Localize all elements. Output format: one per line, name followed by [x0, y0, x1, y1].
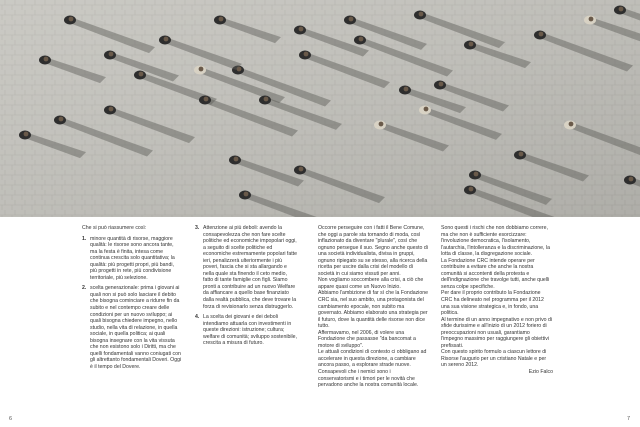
numbered-list-1 [82, 236, 182, 371]
list-text: minore quantità di risorse, maggiore qualità: le risorse sono ancora tante, ma la festa è finita, intesa come continua crescita solo quantitativa; la qualità: più progetti propri, più bandi, più progetti in rete, più condivisione territoriale, più selezione. [90, 235, 175, 281]
paragraph: Occorre perseguire con i fatti il Bene Comune, che oggi a parole sta tornando di moda, così inflazionato da diventare "plurale", così che ognuno persegue il suo. Segno anche questo di una società individualista, divisa in gruppi, ognuno ripiegato su se stesso, alla ricerca della ricetta per uscire dalla crisi del modello di società in cui siamo vissuti per anni. [318, 225, 428, 277]
list-item [82, 285, 182, 370]
list-item [195, 225, 297, 310]
paragraph: Sono questi i rischi che non dobbiamo correre, ma che non è sufficiente esorcizzare: l'involuzione democratica, l'isolamento, l'autarchia, l'intolleranza e la discriminazione, la lotta di classe, la disgregazione sociale. [441, 225, 550, 258]
article-body [0, 225, 640, 415]
intro-text: Che si può riassumere così: [82, 225, 147, 231]
list-number: 4. [195, 314, 200, 321]
paragraph: Per dare il proprio contributo la Fondazione CRC ha delineato nel programma per il 2012 una sua visione strategica e, in fondo, una politica. [441, 290, 544, 317]
list-number: 1. [82, 235, 87, 242]
list-number: 2. [82, 285, 87, 292]
list-text: Attenzione ai più deboli: avendo la consapevolezza che non fare scelte politiche ed economiche impopolari oggi, a seguito di scelte politiche ed economiche estremamente popolari fatte ieri, penalizzerà ulteriormente i più poveri, fascia che si sta allargando e nella quale sta finendo il ceto medio, fatto di tante famiglie con figli. Siamo pronti a contribuire ad un nuovo Welfare da affiancare a quello base finanziato dalla realtà pubblica, che deve trovare la forza di revisionarlo senza distruggerlo. [203, 225, 298, 310]
list-number: 3. [195, 225, 200, 231]
column-1 [82, 225, 182, 370]
column-4 [441, 225, 553, 376]
author-signature: Ezio Falco [528, 369, 553, 376]
list-item [82, 236, 182, 282]
paragraph: Con questo spirito formulo a ciascun lettore di Risorse l'augurio per un cristiano Natale e per un sereno 2012. [441, 349, 547, 369]
paragraph: Abbiamo l'ambizione di far sì che la Fondazione CRC sia, nel suo ambito, una protagonista del cambiamento epocale, non subito ma governato. Abbiamo elaborato una strategia per il futuro, dove la quantità delle risorse non dice tutto. [318, 290, 428, 330]
list-item [195, 314, 297, 347]
list-text: La scelta dei giovani e dei deboli intendiamo attuarla con investimenti in queste direzioni: istruzione; cultura; welfare di comunità; sviluppo sostenibile, crescita a misura di futuro. [203, 314, 298, 347]
paragraph: Al termine di un anno impegnativo e non privo di sfide durissime e all'inizio di un 2012 foriero di preoccupazioni non usuali, garantiamo l'impegno massimo per raggiungere gli obiettivi prefissati. [441, 316, 553, 349]
paragraph: Affermavamo, nel 2006, di volere una Fondazione che passasse "da bancomat a motore di sviluppo". [318, 329, 416, 349]
paragraph: La Fondazione CRC intende operare per contribuire a evitare che anche la nostra comunità si accontenti della protesta e dell'indignazione che travolge tutti, anche quelli senza colpe specifiche. [441, 257, 550, 290]
page-number-right: 7 [626, 416, 630, 422]
list-text: scelta generazionale: prima i giovani ai quali non si può solo lasciare il debito che bisogna cominciare a ridurre fin da subito e nel contempo creare delle condizioni per un nuovo sviluppo; ai quali bisogna chiedere impegno, nello studio, nella vita di relazione, in quella sociale, in quella politica; ai quali bisogna insegnare con la vita vissuta che non esistono solo i Diritti, ma che quelli fondamentali vanno coniugati con gli altrettanto fondamentali Doveri. Oggi è il tempo del Dovere. [90, 285, 182, 370]
column-2 [195, 225, 297, 347]
paragraph: Le attuali condizioni di contesto ci obbligano ad accelerare in questa direzione, a cambiare ancora passo, a esplorare strade nuove. Consapevoli che i nemici sono i conservatorismi e i timori per le novità che pervadono anche la nostra comunità locale. [318, 349, 427, 389]
column-3 [318, 225, 428, 389]
numbered-list-2 [195, 225, 297, 347]
paragraph: Non vogliamo soccombere alla crisi, a ciò che appare quasi come un Nuovo Inizio. [318, 277, 424, 290]
page-number-left: 6 [9, 416, 13, 422]
